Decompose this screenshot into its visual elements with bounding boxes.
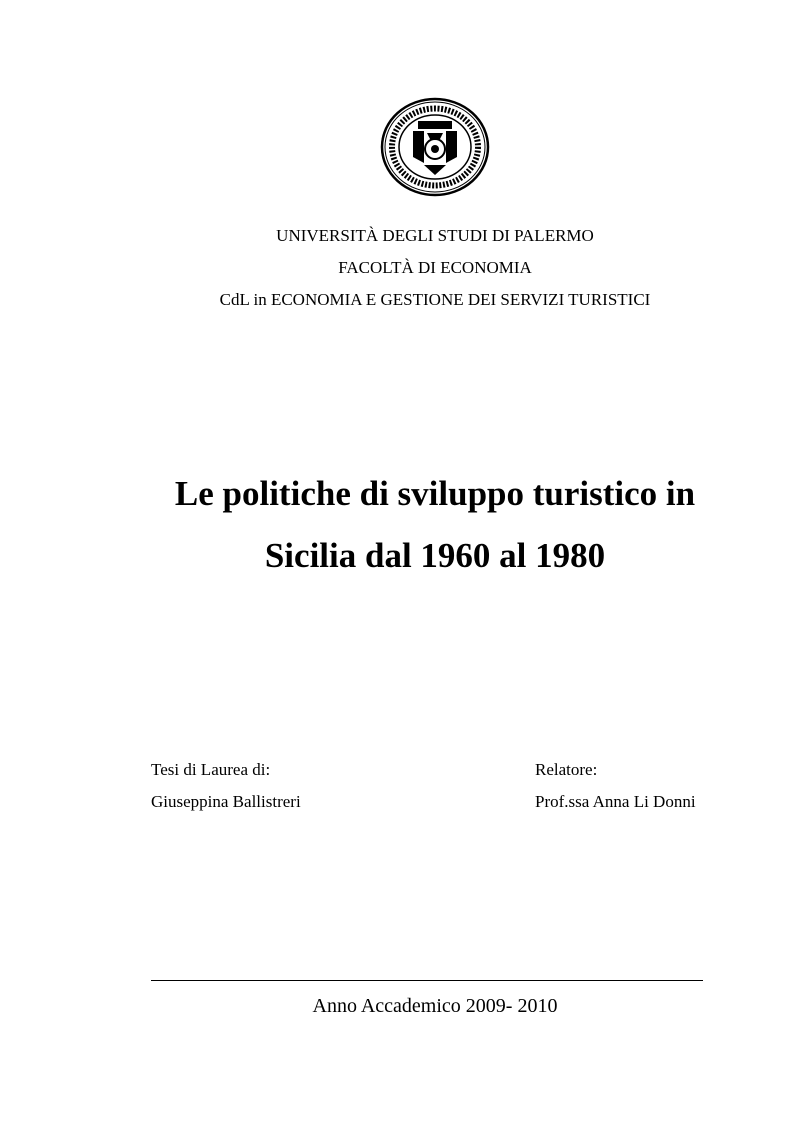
- supervisor-name: Prof.ssa Anna Li Donni: [535, 792, 696, 811]
- thesis-author-label: Tesi di Laurea di:: [151, 760, 271, 779]
- thesis-author-name: Giuseppina Ballistreri: [151, 792, 301, 811]
- faculty-name: FACOLTÀ DI ECONOMIA: [338, 258, 532, 277]
- university-seal-icon: [380, 97, 490, 197]
- thesis-title-line-1: Le politiche di sviluppo turistico in: [174, 474, 696, 513]
- university-name: UNIVERSITÀ DEGLI STUDI DI PALERMO: [276, 226, 594, 245]
- supervisor-label: Relatore:: [535, 760, 598, 779]
- footer-divider: [151, 980, 703, 981]
- course-name: CdL in ECONOMIA E GESTIONE DEI SERVIZI TURISTICI: [219, 290, 651, 309]
- thesis-title-line-2: Sicilia dal 1960 al 1980: [264, 536, 606, 575]
- academic-year: Anno Accademico 2009- 2010: [312, 995, 558, 1017]
